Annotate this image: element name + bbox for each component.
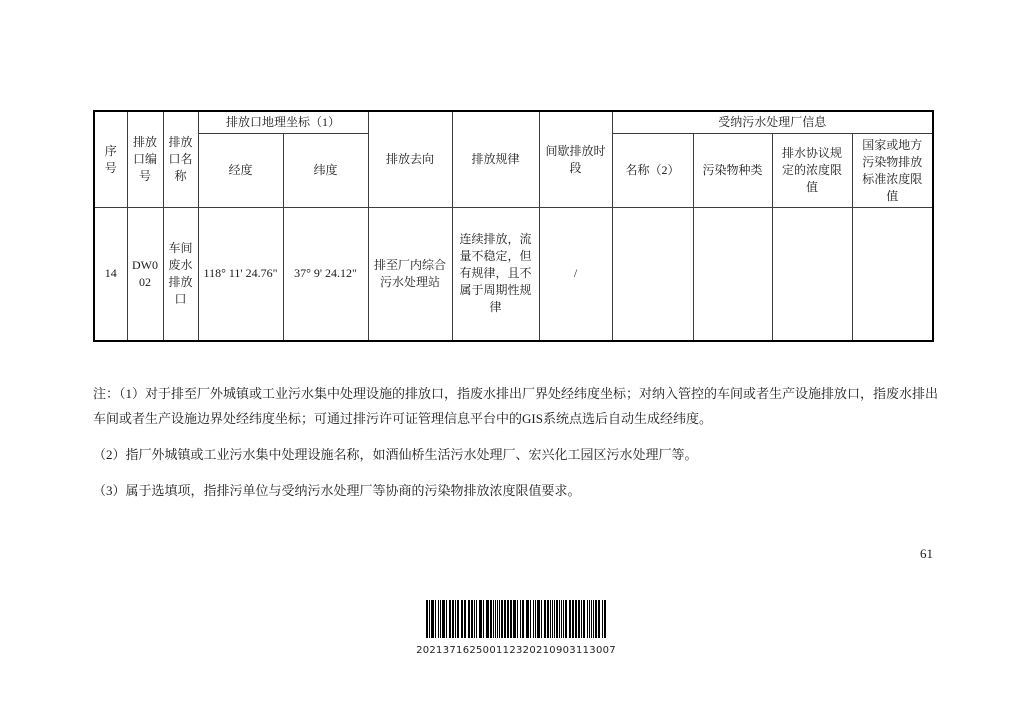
cell-latitude: 37° 9' 24.12" — [283, 208, 368, 341]
header-geo-coordinates-group: 排放口地理坐标（1） — [198, 111, 368, 134]
header-discharge-destination: 排放去向 — [368, 111, 452, 208]
footnote-3: （3）属于选填项，指排污单位与受纳污水处理厂等协商的污染物排放浓度限值要求。 — [93, 483, 581, 498]
header-receiving-plant-group: 受纳污水处理厂信息 — [612, 111, 933, 134]
header-discharge-pattern: 排放规律 — [452, 111, 539, 208]
cell-national-standard-limit — [852, 208, 933, 341]
header-latitude: 纬度 — [283, 134, 368, 208]
header-plant-name: 名称（2） — [612, 134, 693, 208]
footnote-1: 注：（1）对于排至厂外城镇或工业污水集中处理设施的排放口，指废水排出厂界处经纬度坐标；对纳入管控的车间或者生产设施排放口，指废水排出车间或者生产设施边界处经纬度坐标；可通过排污许可证管理信息平台中的GIS系统点选后自动生成经纬度。 — [93, 386, 939, 426]
header-national-standard-limit: 国家或地方污染物排放标准浓度限值 — [852, 134, 933, 208]
cell-intermittent-period: / — [539, 208, 612, 341]
header-pollutant-type: 污染物种类 — [693, 134, 772, 208]
barcode-bars-image — [426, 600, 606, 638]
cell-serial-number: 14 — [94, 208, 127, 341]
barcode-number: 202137162500112320210903113007 — [416, 645, 616, 656]
page-number: 61 — [920, 546, 933, 561]
footnote-2: （2）指厂外城镇或工业污水集中处理设施名称，如酒仙桥生活污水处理厂、宏兴化工园区污水处理厂等。 — [93, 447, 698, 462]
cell-plant-name — [612, 208, 693, 341]
table-row — [94, 208, 933, 341]
cell-outlet-name: 车间废水排放口 — [163, 208, 198, 341]
header-longitude: 经度 — [198, 134, 283, 208]
cell-pollutant-type — [693, 208, 772, 341]
header-outlet-code: 排放口编号 — [127, 111, 163, 208]
cell-longitude: 118° 11' 24.76" — [198, 208, 283, 341]
cell-discharge-destination: 排至厂内综合污水处理站 — [368, 208, 452, 341]
header-agreement-limit: 排水协议规定的浓度限值 — [772, 134, 852, 208]
footnotes — [93, 381, 941, 514]
header-serial-number: 序号 — [94, 111, 127, 208]
outlet-info-table — [93, 110, 934, 342]
cell-outlet-code: DW002 — [127, 208, 163, 341]
cell-discharge-pattern: 连续排放，流量不稳定，但有规律，且不属于周期性规律 — [452, 208, 539, 341]
header-intermittent-period: 间歇排放时段 — [539, 111, 612, 208]
header-outlet-name: 排放口名称 — [163, 111, 198, 208]
cell-agreement-limit — [772, 208, 852, 341]
barcode — [416, 600, 616, 656]
discharge-outlet-table — [93, 110, 934, 342]
